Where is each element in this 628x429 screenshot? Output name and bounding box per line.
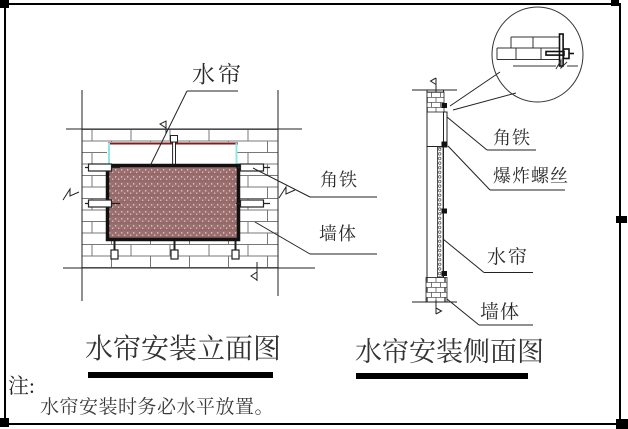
label-angle-iron-elevation: 角铁 xyxy=(320,170,358,190)
caption-underline-elevation xyxy=(88,372,273,378)
caption-underline-side xyxy=(356,373,528,379)
wall-brick-top xyxy=(427,92,444,112)
water-curtain-panel xyxy=(108,166,239,240)
opening xyxy=(107,142,237,166)
label-explosive-screw-side: 爆炸螺丝 xyxy=(493,166,569,186)
balloon-break-mark xyxy=(556,60,567,69)
caption-side-view: 水帘安装侧面图 xyxy=(355,337,544,367)
note-title: 注: xyxy=(8,374,35,398)
side-view xyxy=(412,72,565,325)
note-body: 水帘安装时务必水平放置。 xyxy=(40,397,275,418)
detail-balloon xyxy=(492,7,583,102)
break-mark-left xyxy=(63,189,79,200)
label-curtain-side: 水帘 xyxy=(487,247,530,268)
label-wall-elevation: 墙体 xyxy=(319,224,357,244)
elevation-view xyxy=(63,90,377,301)
label-wall-side: 墙体 xyxy=(480,302,521,323)
balloon-brick-detail xyxy=(497,37,560,60)
wall-brick-bottom xyxy=(426,278,447,303)
label-angle-iron-side: 角铁 xyxy=(493,128,531,148)
balloon-tail-lines xyxy=(450,72,516,110)
caption-elevation-view: 水帘安装立面图 xyxy=(85,334,282,365)
label-curtain-elevation: 水帘 xyxy=(192,62,244,87)
